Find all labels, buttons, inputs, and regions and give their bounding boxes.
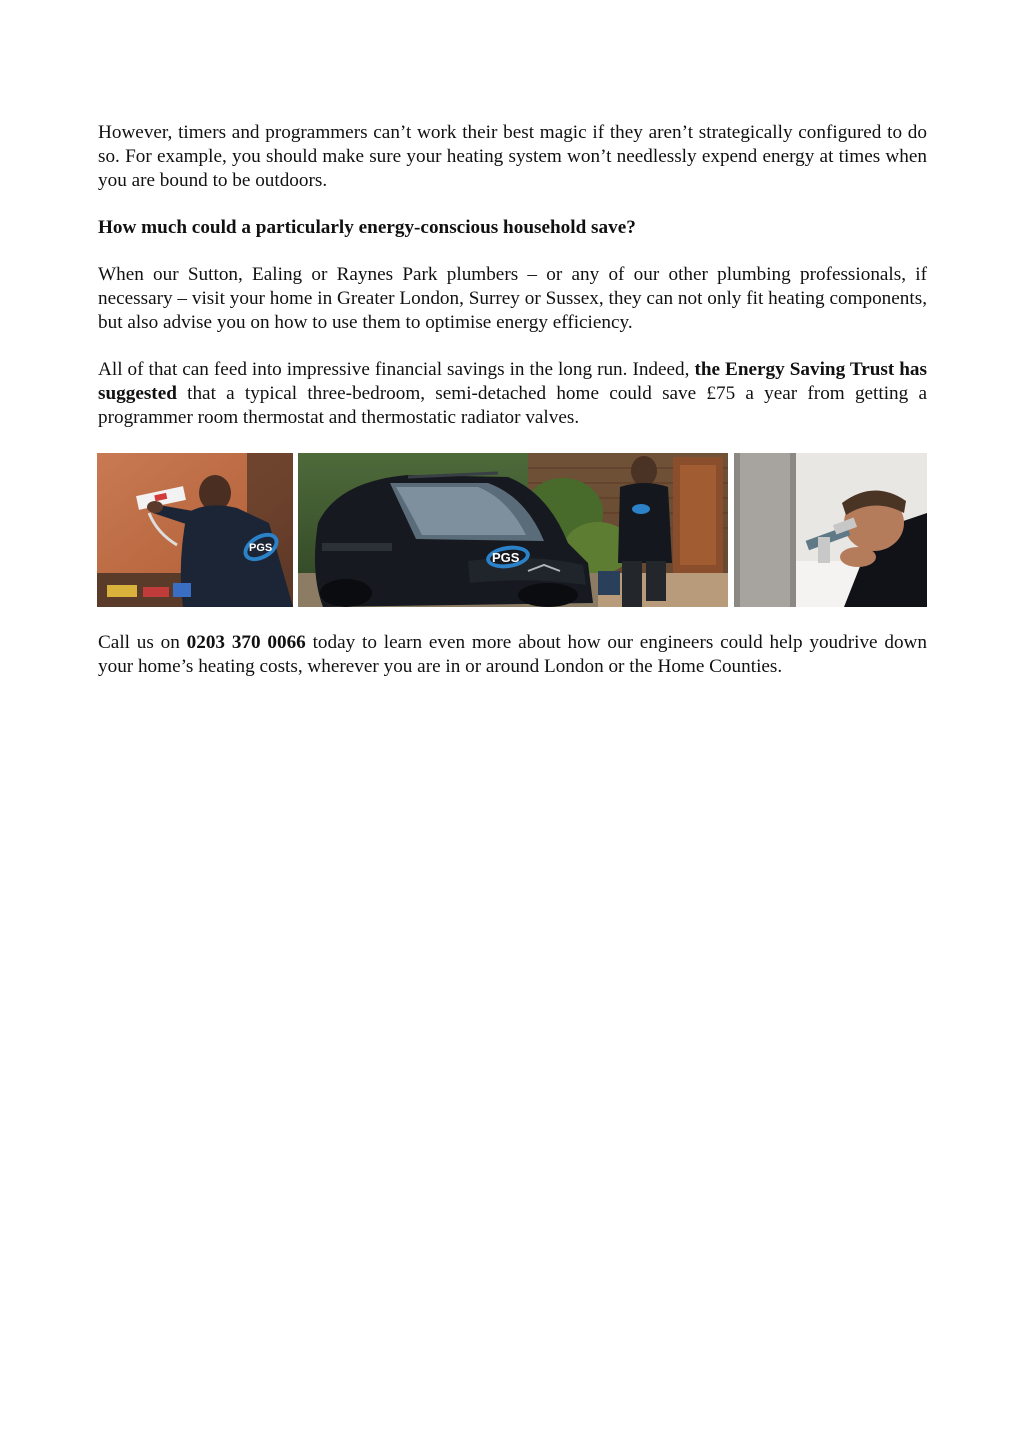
phone-number-link[interactable]: 0203 370 0066 [186, 632, 306, 653]
paragraph-call-to-action [98, 631, 927, 679]
call-text-start: Call us on [98, 632, 187, 653]
paragraph-timers: However, timers and programmers can’t work their best magic if they aren’t strategically configured to do so. For example, you should make sure your heating system won’t needlessly expend energy at times when you are bound to be outdoors. [98, 122, 927, 191]
engineer-thermostat-photo [97, 453, 293, 607]
photo-strip [97, 453, 927, 607]
pgs-logo-text-2: PGS [492, 550, 520, 565]
paragraph-savings [98, 358, 927, 430]
paragraph-plumbers: When our Sutton, Ealing or Raynes Park plumbers – or any of our other plumbing professionals, if necessary – visit your home in Greater London, Surrey or Sussex, they can not only fit heating components, but also advise you on how to use them to optimise energy efficiency. [98, 264, 927, 333]
call-text-end: today to learn even more about how our engineers could help youdrive down your home’s heating costs, wherever you are in or around London or the Home Counties. [98, 632, 928, 677]
engineer-sink-photo [734, 453, 927, 607]
energy-saving-trust-link[interactable]: the Energy Saving Trust has suggested [98, 359, 927, 404]
closing-section [98, 631, 927, 679]
savings-text-start: All of that can feed into impressive financial savings in the long run. Indeed, [98, 359, 695, 380]
document-body [98, 121, 927, 430]
savings-text-end: that a typical three-bedroom, semi-detached home could save £75 a year from getting a programmer room thermostat and thermostatic radiator valves. [98, 383, 927, 428]
engineer-van-photo [298, 453, 728, 607]
section-heading: How much could a particularly energy-conscious household save? [98, 217, 636, 238]
pgs-logo-text-1: PGS [249, 542, 273, 554]
